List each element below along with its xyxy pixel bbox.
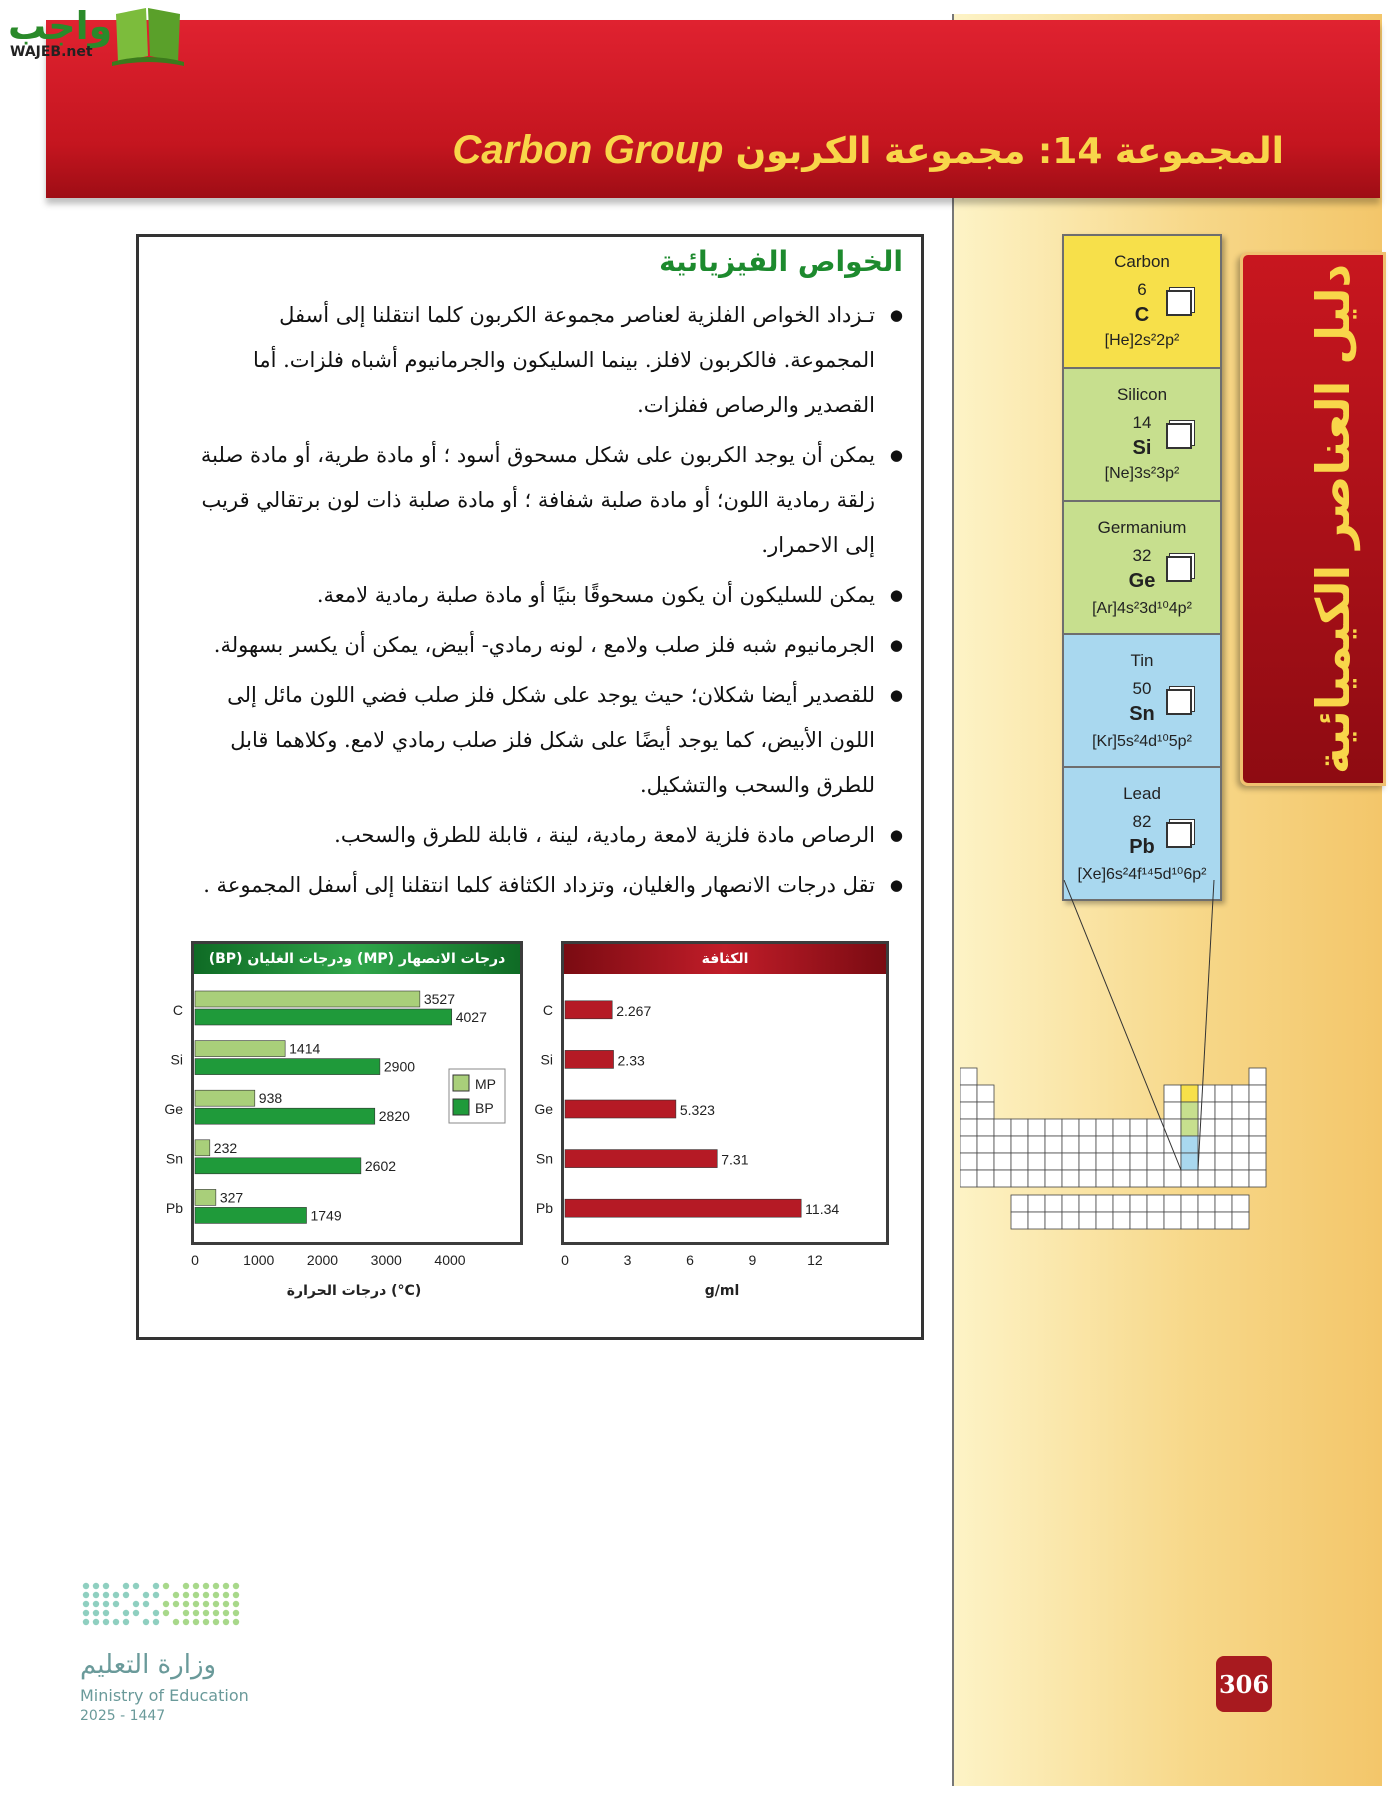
table-cell	[1232, 1212, 1249, 1229]
logo-dot	[93, 1619, 99, 1625]
logo-dot	[93, 1610, 99, 1616]
element-card-carbon	[1064, 236, 1220, 369]
table-cell	[1249, 1153, 1266, 1170]
table-cell	[1164, 1170, 1181, 1187]
table-cell	[1198, 1195, 1215, 1212]
element-symbol: Si	[1132, 437, 1152, 459]
table-cell	[1062, 1195, 1079, 1212]
table-cell	[1130, 1119, 1147, 1136]
category-label: Pb	[535, 1200, 553, 1217]
table-cell	[1045, 1153, 1062, 1170]
logo-dot	[123, 1583, 129, 1589]
table-cell	[1232, 1119, 1249, 1136]
logo-dot	[143, 1601, 149, 1607]
logo-dot	[83, 1583, 89, 1589]
element-name: Tin	[1130, 651, 1154, 670]
element-symbol: Sn	[1129, 703, 1155, 725]
bar-c-mp	[195, 991, 420, 1007]
axis-label: g/ml	[704, 1283, 740, 1299]
tick-label: 1000	[243, 1252, 275, 1268]
legend-label: MP	[475, 1076, 496, 1092]
bar-sn	[565, 1150, 717, 1168]
table-cell	[1113, 1195, 1130, 1212]
logo-dot	[163, 1583, 169, 1589]
logo-dot	[223, 1592, 229, 1598]
table-cell	[1028, 1136, 1045, 1153]
logo-dot	[223, 1610, 229, 1616]
logo-dot	[143, 1592, 149, 1598]
table-cell	[1096, 1153, 1113, 1170]
table-cell	[1232, 1085, 1249, 1102]
logo-dot	[123, 1619, 129, 1625]
logo-dot	[203, 1583, 209, 1589]
bar-pb-mp	[195, 1189, 216, 1205]
data-label: 1749	[310, 1207, 342, 1224]
table-cell	[1045, 1170, 1062, 1187]
ministry-name-en: Ministry of Education	[80, 1686, 249, 1705]
side-tab	[1240, 252, 1386, 786]
table-cell	[994, 1153, 1011, 1170]
table-cell	[1130, 1195, 1147, 1212]
legend-swatch	[453, 1075, 469, 1091]
logo-dot	[113, 1601, 119, 1607]
logo-dot	[153, 1619, 159, 1625]
tick-label: 0	[561, 1252, 569, 1268]
logo-dot	[183, 1601, 189, 1607]
data-label: 2.267	[616, 1002, 652, 1019]
logo-dot	[233, 1583, 239, 1589]
table-cell	[960, 1136, 977, 1153]
table-cell	[1232, 1102, 1249, 1119]
table-cell	[1079, 1153, 1096, 1170]
table-cell	[1045, 1119, 1062, 1136]
logo-dot	[133, 1583, 139, 1589]
table-cell	[1164, 1085, 1181, 1102]
table-cell	[977, 1085, 994, 1102]
table-cell	[1079, 1170, 1096, 1187]
logo-dot	[233, 1601, 239, 1607]
table-cell	[977, 1102, 994, 1119]
element-card-silicon	[1064, 369, 1220, 502]
tick-label: 3	[623, 1252, 632, 1268]
periodic-table-diagram	[960, 880, 1280, 1240]
cube-icon	[1166, 290, 1192, 316]
bar-c	[565, 1001, 612, 1019]
table-cell	[960, 1102, 977, 1119]
bullet-item: ● يمكن أن يوجد الكربون على شكل مسحوق أسود ؛ أو مادة طرية، أو مادة صلبة زلقة رمادية اللون؛ أو مادة صلبة شفافة ؛ أو مادة صلبة ذات لون برتقالي قريب إلى الاحمرار.	[183, 433, 903, 568]
bullet-item: ● تـزداد الخواص الفلزية لعناصر مجموعة الكربون كلما انتقلنا إلى أسفل المجموعة. فالكربون لافلز. بينما السليكون والجرمانيوم أشباه فلزات. أما القصدير والرصاص ففلزات.	[183, 293, 903, 428]
logo-dot	[203, 1619, 209, 1625]
ministry-name-ar: وزارة التعليم	[80, 1650, 217, 1680]
bullet-item: ● للقصدير أيضا شكلان؛ حيث يوجد على شكل فلز صلب فضي اللون مائل إلى اللون الأبيض، كما يوجد أيضًا على شكل فلز صلب رمادي لامع. وكلاهما قابل للطرق والسحب والتشكيل.	[183, 673, 903, 808]
table-cell	[1232, 1136, 1249, 1153]
table-cell	[977, 1136, 994, 1153]
table-cell	[1130, 1153, 1147, 1170]
tick-label: 6	[686, 1252, 694, 1268]
table-cell	[1028, 1153, 1045, 1170]
logo-dot	[123, 1610, 129, 1616]
table-cell	[1011, 1119, 1028, 1136]
electron-config: [Kr]5s²4d¹⁰5p²	[1092, 733, 1192, 750]
logo-dot	[83, 1610, 89, 1616]
table-cell	[1011, 1170, 1028, 1187]
table-cell	[1215, 1195, 1232, 1212]
logo-dot	[153, 1583, 159, 1589]
bullet-item: ● تقل درجات الانصهار والغليان، وتزداد الكثافة كلما انتقلنا إلى أسفل المجموعة .	[183, 863, 903, 908]
logo-dot	[223, 1619, 229, 1625]
atomic-number: 6	[1137, 280, 1147, 299]
category-label: Ge	[534, 1101, 553, 1117]
table-cell	[1062, 1170, 1079, 1187]
element-name: Germanium	[1097, 518, 1187, 537]
side-tab-label: دليل العناصر الكيميائية	[1306, 263, 1360, 775]
bar-ge-mp	[195, 1090, 255, 1106]
table-cell	[1028, 1119, 1045, 1136]
logo-dot	[183, 1619, 189, 1625]
table-cell	[1181, 1119, 1198, 1136]
charts-layer	[139, 237, 921, 1337]
table-cell	[1113, 1153, 1130, 1170]
category-label: Sn	[165, 1150, 183, 1167]
bar-pb	[565, 1199, 801, 1217]
bullet-item: ● الجرمانيوم شبه فلز صلب ولامع ، لونه رمادي- أبيض، يمكن أن يكسر بسهولة.	[183, 623, 903, 668]
table-cell	[1181, 1102, 1198, 1119]
element-name: Carbon	[1114, 252, 1170, 271]
page-number: 306	[1216, 1656, 1272, 1712]
table-cell	[960, 1170, 977, 1187]
category-label: C	[542, 1001, 553, 1018]
bar-sn-mp	[195, 1140, 210, 1156]
table-cell	[1062, 1212, 1079, 1229]
table-cell	[960, 1085, 977, 1102]
logo-dot	[143, 1619, 149, 1625]
logo-dot	[223, 1601, 229, 1607]
table-cell	[1147, 1153, 1164, 1170]
logo-dot	[233, 1619, 239, 1625]
logo-dot	[193, 1619, 199, 1625]
table-cell	[1079, 1195, 1096, 1212]
category-label: C	[172, 1001, 183, 1018]
page-title	[452, 128, 1284, 173]
title-arabic: المجموعة 14: مجموعة الكربون	[735, 131, 1284, 172]
bar-si-bp	[195, 1059, 380, 1075]
logo-dot	[173, 1592, 179, 1598]
logo-dot	[153, 1592, 159, 1598]
table-cell	[1198, 1136, 1215, 1153]
tick-label: 4000	[434, 1252, 466, 1268]
table-cell	[1113, 1170, 1130, 1187]
logo-dot	[93, 1592, 99, 1598]
tick-label: 12	[807, 1252, 823, 1268]
atomic-number: 82	[1132, 812, 1152, 831]
logo-dot	[163, 1610, 169, 1616]
table-cell	[1147, 1136, 1164, 1153]
table-cell	[1164, 1136, 1181, 1153]
table-cell	[994, 1136, 1011, 1153]
table-cell	[1181, 1085, 1198, 1102]
table-cell	[1198, 1153, 1215, 1170]
table-cell	[1079, 1212, 1096, 1229]
table-cell	[1062, 1153, 1079, 1170]
tick-label: 9	[748, 1252, 757, 1268]
logo-dot	[103, 1601, 109, 1607]
data-label: 11.34	[805, 1201, 840, 1218]
category-label: Sn	[535, 1150, 553, 1167]
cube-icon	[1166, 423, 1192, 449]
bar-c-bp	[195, 1009, 452, 1025]
tick-label: 0	[191, 1252, 199, 1268]
logo-dot	[83, 1592, 89, 1598]
logo-dot	[103, 1619, 109, 1625]
table-cell	[994, 1170, 1011, 1187]
cube-icon	[1166, 556, 1192, 582]
tick-label: 3000	[370, 1252, 402, 1268]
electron-config: [Xe]6s²4f¹⁴5d¹⁰6p²	[1077, 866, 1207, 883]
table-cell	[1181, 1212, 1198, 1229]
table-cell	[1011, 1195, 1028, 1212]
table-cell	[1198, 1170, 1215, 1187]
category-label: Pb	[165, 1200, 183, 1217]
atomic-number: 14	[1132, 413, 1152, 432]
data-label: 5.323	[679, 1102, 715, 1118]
element-cards	[1062, 234, 1222, 901]
bar-ge-bp	[195, 1108, 375, 1124]
table-cell	[1096, 1195, 1113, 1212]
density-chart-title: الكثافة	[564, 944, 886, 974]
element-card-germanium	[1064, 502, 1220, 635]
bar-pb-bp	[195, 1207, 306, 1223]
table-cell	[1045, 1136, 1062, 1153]
table-cell	[1198, 1212, 1215, 1229]
category-label: Si	[540, 1051, 553, 1068]
logo-dot	[133, 1601, 139, 1607]
logo-dot	[193, 1601, 199, 1607]
logo-dot	[93, 1583, 99, 1589]
table-cell	[1028, 1170, 1045, 1187]
table-cell	[1215, 1153, 1232, 1170]
table-cell	[994, 1119, 1011, 1136]
element-symbol: C	[1134, 304, 1150, 326]
category-label: Ge	[164, 1101, 183, 1117]
table-cell	[1147, 1170, 1164, 1187]
table-cell	[1079, 1119, 1096, 1136]
data-label: 938	[258, 1090, 283, 1107]
title-english: Carbon Group	[452, 128, 724, 172]
table-cell	[1130, 1170, 1147, 1187]
table-cell	[1164, 1195, 1181, 1212]
data-label: 232	[213, 1139, 238, 1156]
data-label: 1414	[289, 1040, 321, 1057]
table-cell	[1147, 1195, 1164, 1212]
logo-dot	[213, 1592, 219, 1598]
table-cell	[960, 1119, 977, 1136]
logo-dot	[203, 1601, 209, 1607]
data-label: 2820	[378, 1108, 410, 1125]
table-cell	[1028, 1195, 1045, 1212]
table-cell	[1198, 1085, 1215, 1102]
logo-dot	[123, 1592, 129, 1598]
table-cell	[977, 1153, 994, 1170]
table-cell	[1164, 1212, 1181, 1229]
table-cell	[960, 1068, 977, 1085]
bar-sn-bp	[195, 1158, 361, 1174]
data-label: 2602	[364, 1157, 397, 1174]
logo-dot	[203, 1592, 209, 1598]
table-cell	[1181, 1153, 1198, 1170]
data-label: 327	[219, 1189, 244, 1206]
tick-label: 2000	[306, 1252, 339, 1268]
bar-ge	[565, 1100, 676, 1118]
table-cell	[1215, 1102, 1232, 1119]
table-cell	[1232, 1153, 1249, 1170]
logo-dot	[133, 1610, 139, 1616]
table-cell	[1130, 1212, 1147, 1229]
logo-dot	[213, 1610, 219, 1616]
logo-dot	[153, 1610, 159, 1616]
table-cell	[1181, 1195, 1198, 1212]
table-cell	[1249, 1170, 1266, 1187]
table-cell	[1045, 1212, 1062, 1229]
electron-config: [Ar]4s²3d¹⁰4p²	[1092, 600, 1192, 617]
logo-dot	[193, 1610, 199, 1616]
table-cell	[1164, 1102, 1181, 1119]
electron-config: [He]2s²2p²	[1104, 332, 1180, 349]
table-cell	[977, 1170, 994, 1187]
logo-dot	[113, 1592, 119, 1598]
data-label: 3527	[423, 991, 456, 1007]
table-cell	[977, 1119, 994, 1136]
logo-dot	[103, 1592, 109, 1598]
table-cell	[1249, 1136, 1266, 1153]
table-cell	[960, 1153, 977, 1170]
cube-icon	[1166, 822, 1192, 848]
table-cell	[1079, 1136, 1096, 1153]
table-cell	[1249, 1102, 1266, 1119]
data-label: 4027	[455, 1009, 487, 1025]
category-label: Si	[170, 1051, 183, 1068]
logo-dot	[193, 1592, 199, 1598]
table-cell	[1249, 1119, 1266, 1136]
logo-dot	[93, 1601, 99, 1607]
logo-dot	[103, 1610, 109, 1616]
logo-dot	[183, 1592, 189, 1598]
table-cell	[1096, 1136, 1113, 1153]
physical-properties-box	[136, 234, 924, 1340]
logo-dot	[103, 1583, 109, 1589]
table-cell	[1096, 1212, 1113, 1229]
element-name: Lead	[1123, 784, 1161, 803]
logo-dot	[233, 1610, 239, 1616]
logo-dot	[213, 1601, 219, 1607]
bar-si	[565, 1050, 614, 1068]
table-cell	[1215, 1212, 1232, 1229]
element-name: Silicon	[1116, 385, 1168, 404]
logo-dot	[193, 1583, 199, 1589]
table-cell	[1215, 1119, 1232, 1136]
logo-dot	[183, 1610, 189, 1616]
logo-subtext: WAJEB.net	[10, 44, 93, 60]
table-cell	[1062, 1136, 1079, 1153]
logo-dot	[173, 1619, 179, 1625]
table-cell	[1130, 1136, 1147, 1153]
table-cell	[1011, 1136, 1028, 1153]
legend-label: BP	[475, 1100, 494, 1116]
bullet-item: ● يمكن للسليكون أن يكون مسحوقًا بنيًا أو مادة صلبة رمادية لامعة.	[183, 573, 903, 618]
table-cell	[1011, 1212, 1028, 1229]
logo-dot	[233, 1592, 239, 1598]
table-cell	[1181, 1170, 1198, 1187]
axis-label: درجات الحرارة (°C)	[286, 1283, 422, 1299]
table-cell	[1249, 1068, 1266, 1085]
logo-dot	[83, 1619, 89, 1625]
cube-icon	[1166, 689, 1192, 715]
logo-dot	[83, 1601, 89, 1607]
element-card-tin	[1064, 635, 1220, 768]
data-label: 7.31	[721, 1151, 749, 1168]
table-cell	[1249, 1085, 1266, 1102]
table-cell	[1028, 1212, 1045, 1229]
table-cell	[1164, 1153, 1181, 1170]
table-cell	[1232, 1195, 1249, 1212]
ministry-year: 2025 - 1447	[80, 1708, 166, 1724]
atomic-number: 50	[1132, 679, 1152, 698]
table-cell	[1215, 1170, 1232, 1187]
logo-dot	[203, 1610, 209, 1616]
element-symbol: Ge	[1128, 570, 1156, 592]
atomic-number: 32	[1132, 546, 1152, 565]
table-cell	[1045, 1195, 1062, 1212]
data-label: 2900	[383, 1058, 416, 1075]
logo-dot	[113, 1619, 119, 1625]
table-cell	[1215, 1136, 1232, 1153]
table-cell	[1181, 1136, 1198, 1153]
logo-dot	[163, 1601, 169, 1607]
table-cell	[1113, 1136, 1130, 1153]
bar-si-mp	[195, 1041, 285, 1057]
table-cell	[1011, 1153, 1028, 1170]
table-cell	[1215, 1085, 1232, 1102]
logo-dot	[213, 1619, 219, 1625]
logo-dot	[213, 1583, 219, 1589]
logo-text: واجب	[8, 4, 113, 48]
element-symbol: Pb	[1129, 836, 1155, 858]
logo-dot	[183, 1583, 189, 1589]
electron-config: [Ne]3s²3p²	[1104, 465, 1180, 482]
table-cell	[1096, 1119, 1113, 1136]
logo-dot	[173, 1601, 179, 1607]
legend-swatch	[453, 1099, 469, 1115]
table-cell	[1062, 1119, 1079, 1136]
section-title: الخواص الفيزيائية	[659, 245, 903, 278]
table-cell	[1113, 1212, 1130, 1229]
table-cell	[1147, 1212, 1164, 1229]
logo-dot	[223, 1583, 229, 1589]
table-cell	[1232, 1170, 1249, 1187]
table-cell	[1113, 1119, 1130, 1136]
temperature-chart-title: درجات الانصهار (MP) ودرجات الغليان (BP)	[194, 944, 520, 974]
bullet-item: ● الرصاص مادة فلزية لامعة رمادية، لينة ، قابلة للطرق والسحب.	[183, 813, 903, 858]
data-label: 2.33	[617, 1052, 645, 1069]
table-cell	[1096, 1170, 1113, 1187]
